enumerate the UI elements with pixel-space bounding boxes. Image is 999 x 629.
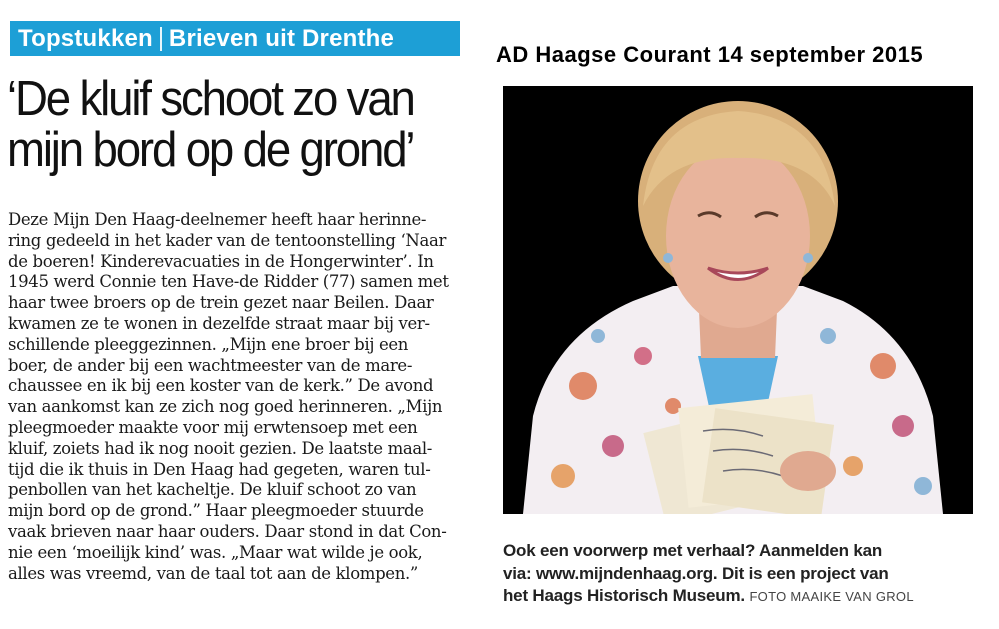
- body-line: haar twee broers op de trein gezet naar Beilen. Daar: [8, 293, 434, 313]
- photo-caption: [503, 540, 983, 609]
- headline: [7, 74, 453, 176]
- caption-line: [503, 585, 983, 609]
- photo-credit: FOTO MAAIKE VAN GROL: [749, 589, 914, 604]
- body-line: penbollen van het kacheltje. De kluif schoot zo van: [8, 480, 417, 500]
- kicker-series: Brieven uit Drenthe: [168, 24, 395, 52]
- section-kicker: [10, 21, 460, 56]
- body-line: van aankomst kan ze zich nog goed herinneren. „Mijn: [8, 397, 443, 417]
- body-line: tijd die ik thuis in Den Haag had gegeten, waren tul-: [8, 459, 431, 479]
- body-line: chaussee en ik bij een koster van de kerk.” De avond: [8, 376, 434, 396]
- caption-line: via: www.mijndenhaag.org. Dit is een project van: [503, 563, 889, 583]
- article-body: [8, 210, 486, 584]
- headline-line: ‘De kluif schoot zo van: [7, 72, 414, 126]
- body-line: 1945 werd Connie ten Have-de Ridder (77) samen met: [8, 272, 449, 292]
- body-line: kluif, zoiets had ik nog nooit gezien. De laatste maal-: [8, 438, 433, 458]
- portrait-illustration: [503, 86, 973, 514]
- headline-line: mijn bord op de grond’: [7, 123, 414, 177]
- caption-line-text: het Haags Historisch Museum.: [503, 586, 745, 605]
- caption-line: Ook een voorwerp met verhaal? Aanmelden kan: [503, 541, 883, 560]
- kicker-section: Topstukken: [18, 24, 153, 52]
- body-line: boer, de ander bij een wachtmeester van de mare-: [8, 355, 413, 375]
- body-line: mijn bord op de grond.” Haar pleegmoeder stuurde: [8, 501, 424, 521]
- body-line: Deze Mijn Den Haag-deelnemer heeft haar herinne-: [8, 210, 427, 229]
- portrait-photo: [503, 86, 973, 514]
- body-line: kwamen ze te wonen in dezelfde straat maar bij ver-: [8, 313, 430, 333]
- body-line: alles was vreemd, van de taal tot aan de klompen.”: [8, 563, 418, 583]
- body-line: nie een ‘moeilijk kind’ was. „Maar wat wilde je ook,: [8, 542, 423, 562]
- body-line: vaak brieven naar haar ouders. Daar stond in dat Con-: [8, 521, 447, 541]
- body-line: pleegmoeder maakte voor mij erwtensoep met een: [8, 417, 418, 437]
- body-line: de boeren! Kinderevacuaties in de Hongerwinter’. In: [8, 251, 434, 271]
- body-line: schillende pleeggezinnen. „Mijn ene broer bij een: [8, 334, 409, 354]
- kicker-divider: [160, 27, 162, 51]
- body-line: ring gedeeld in het kader van de tentoonstelling ‘Naar: [8, 230, 447, 250]
- source-line: AD Haagse Courant 14 september 2015: [496, 42, 924, 67]
